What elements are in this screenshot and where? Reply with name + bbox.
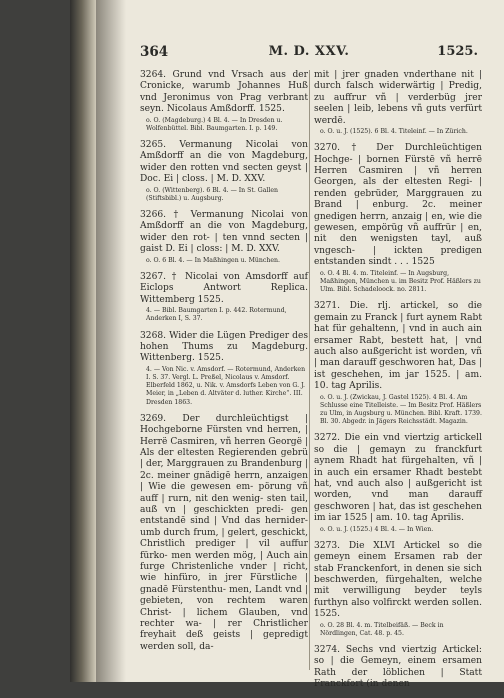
running-head bbox=[140, 44, 478, 64]
entry-meta: o. O. u. J. (1525.) 4 Bl. 4. — In Wien. bbox=[320, 525, 434, 533]
running-year: 1525. bbox=[437, 44, 478, 59]
entry-title: 3267. † Nicolai von Amsdorff auf Eiclops Antwort Replica. Wittemberg 1525. bbox=[140, 271, 308, 305]
entry-title: 3264. Grund vnd Vrsach aus der Cronicke, warumb Johannes Huß vnd Jeronimus von Prag verbrant seyn. Nicolaus Amßdorff. 1525. bbox=[140, 70, 308, 115]
entry-title: 3265. Vermanung Nicolai von Amßdorff an die von Magdeburg, wider den rotten vnd secten geyst | Doc. Ei | closs. | M. D. XXV. bbox=[140, 140, 308, 185]
entry-title: 3274. Sechs vnd viertzig Artickel: so | die Gemeyn, einem ersamen Rath der löblichen | Statt Franckfort (in denen bbox=[314, 645, 482, 690]
entry-3273 bbox=[314, 541, 482, 638]
entry-meta: o. O. (Magdeburg.) 4 Bl. 4. — In Dresden u. Wolfenbüttel. Bibl. Baumgarten. I. p. 149. bbox=[146, 116, 283, 132]
entry-meta: o. O. (Wittenberg). 6 Bl. 4. — In St. Gallen (Stiftsbibl.) u. Augsburg. bbox=[146, 186, 279, 202]
entry-3274 bbox=[314, 645, 482, 691]
entry-meta: o. O. 28 Bl. 4. m. Titelbeifäß. — Beck in Nördlingen, Cat. 48. p. 45. bbox=[320, 621, 444, 637]
background-left bbox=[0, 0, 70, 682]
spine-shadow bbox=[96, 0, 126, 682]
running-title: M. D. XXV. bbox=[268, 44, 350, 59]
entry-title: 3271. Die. rlj. artickel, so die gemain zu Franck | furt aynem Rabt hat für gehaltenn, | vnd in auch ain ersamer Rabt, bestett hat, | vnd auch also außgericht ist worden, vñ | man darauff geschworen hat, Das | ist geschehen, im jar 1525. | am. 10. tag Aprilis. bbox=[314, 301, 482, 392]
entry-3271 bbox=[314, 301, 482, 426]
entry-meta: o. O. u. J. (Zwickau, J. Gastel 1525). 4 Bl. 4. Am Schlusse eine Titelleiste. — Im Besitz Prof. Häßlers zu Ulm, in Augsburg u. München. Bibl. Kraft. 1739. Bl. 30. Abgedr. in Jägers Reichsstädt. Magazin. bbox=[320, 393, 482, 426]
entry-meta: o. O. 4 Bl. 4. m. Titeleinf. — In Augsburg, Maßhingen, München u. im Besitz Prof. Häßlers zu Ulm. Bibl. Schadeloock. no. 2811. bbox=[320, 269, 481, 294]
entry-3265 bbox=[140, 140, 308, 203]
entry-title: 3270. † Der Durchleüchtigen Hochge- | bornen Fürstē vñ herrē Herren Casmiren | vñ herren Georgen, als der eltesten Regi- | renden gebrüder, Marggrauen zu Brand | enburg. 2c. meiner gnedigen herrn, anzaig | en, wie die gewesen, empörüg vñ auffrür | en, nit den wenigsten tayl, auß vngesch- | ickten predigen entstanden sindt . . . 1525 bbox=[314, 143, 482, 268]
entry-title: 3268. Wider die Lügen Prediger des hohen Thums zu Magdeburg. Wittenberg. 1525. bbox=[140, 330, 308, 364]
entry-meta: 4. — Von Nic. v. Amsdorf. — Rotermund, Anderken I. S. 37. Vergl. L. Preßel, Nicolaus v. Amsdorf. Elberfeld 1862, u. Nik. v. Amsdorfs Leben von G. J. Meier, in „Leben d. Altväter d. luther. Kirche“. III. Dresden 1863. bbox=[146, 365, 306, 406]
left-column bbox=[140, 70, 308, 660]
book-gutter bbox=[70, 0, 96, 682]
book-page bbox=[96, 0, 504, 690]
entry-title: 3269. Der durchleüchtigst | Hochgeborne Fürsten vnd herren, | Herrë Casmiren, vñ herren Georgë | Als der eltesten Regierenden gebrü | der, Marggrauen zu Brandenburg | 2c. meiner gnädigē herrn, anzaigen | Wie die gewesen em- pörung vñ auff | rurn, nit den wenig- sten tail, auß vn | geschickten predi- gen entstandē sind | Vnd das hernider- umb durch frum, | gelert, geschickt, Christlich prediger | vil auffur fürko- men werden mög, | Auch ain furge Christenliche vnder | richt, wie hinfüro, in jrer Fürstliche | gnadē Fürstenthu- men, Landt vnd | gebieten, von rechtem waren Christ- | lichem Glauben, vnd rechter wa- | rer Christlicher freyhait deß geists | gepredigt werden soll, da- bbox=[140, 413, 308, 652]
entry-title: 3273. Die XLVI Artickel so die gemeyn einem Ersamen rab der stab Franckenfort, in denen sie sich beschwerden, fürgehalten, welche mit verwilligung beyder teyls furthyn also volfirckt werden sollen. 1525. bbox=[314, 540, 482, 620]
entry-3268 bbox=[140, 331, 308, 407]
right-column bbox=[314, 70, 482, 698]
entry-meta: o. O. u. J. (1525). 6 Bl. 4. Titeleinf. — In Zürich. bbox=[320, 128, 468, 136]
entry-3264 bbox=[140, 70, 308, 133]
entry-title: mit | jrer gnaden vnderthane nit | durch falsch widerwärtig | Predig, zu auffrur vñ | verderbüg jrer seelen | leib, lebens vñ guts verfürt werdē. bbox=[314, 70, 482, 126]
entry-3266 bbox=[140, 210, 308, 265]
entry-meta: 4. — Bibl. Baumgarten I. p. 442. Rotermund, Anderken I, S. 37. bbox=[146, 307, 287, 323]
entry-3269-continued bbox=[314, 70, 482, 136]
entry-3272 bbox=[314, 433, 482, 533]
entry-title: 3266. † Vermanung Nicolai von Amßdorff an die von Magdeburg, wider den rot- | ten vnnd secten | gaist D. Ei | closs: | M. D. XXV. bbox=[140, 210, 308, 255]
entry-meta: o. O. 6 Bl. 4. — In Maßhingen u. München. bbox=[146, 256, 280, 264]
entry-3270 bbox=[314, 143, 482, 294]
entry-3267 bbox=[140, 272, 308, 324]
entry-3269 bbox=[140, 414, 308, 654]
entry-title: 3272. Die ein vnd viertzig artickell so die | gemayn zu franckfurt aynem Rhadt hat fürgehalten, vñ | in auch ein ersamer Rhadt bestebt hat, vnd auch also | außgericht ist worden, vnd man darauff geschworen | hat, das ist geschehen im iar 1525 | am. 10. tag Aprilis. bbox=[314, 433, 482, 524]
column-divider bbox=[309, 70, 310, 670]
page-number: 364 bbox=[140, 44, 169, 60]
